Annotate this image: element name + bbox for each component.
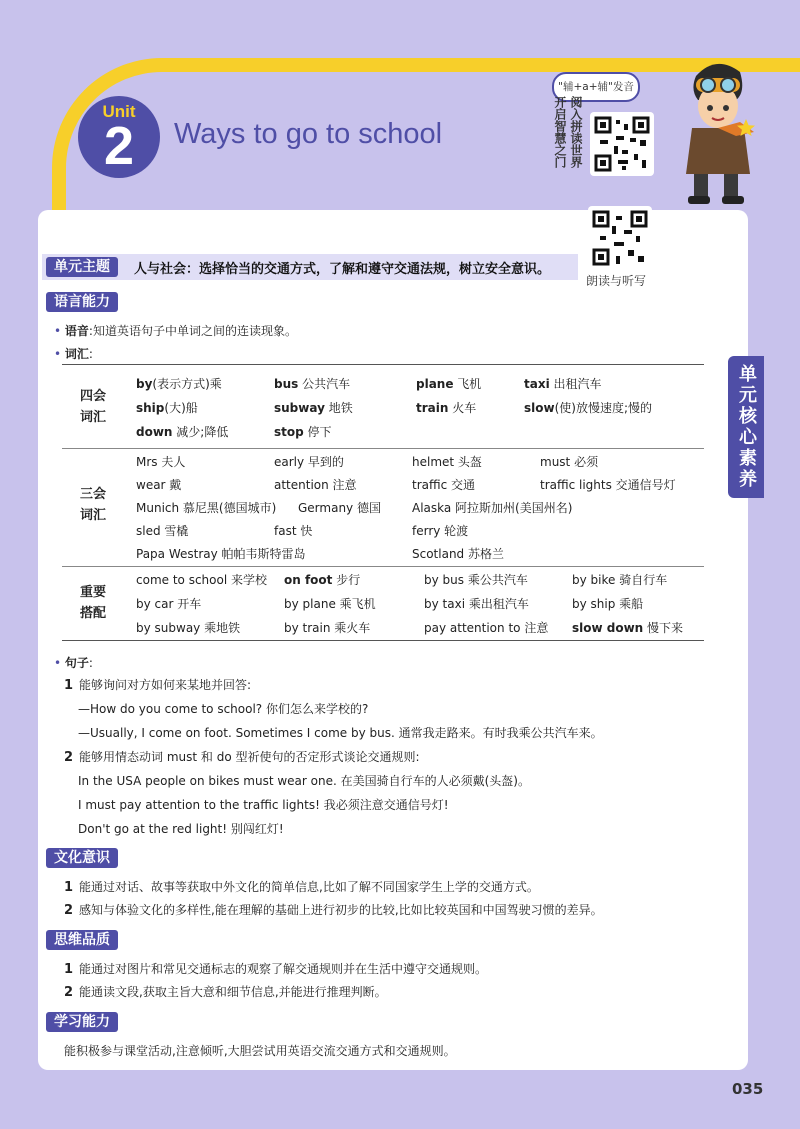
- speech-bubble: "辅+a+辅"发音: [552, 72, 640, 102]
- vocab-item: down 减少;降低: [136, 425, 229, 439]
- row-header-text: 三会: [79, 487, 106, 502]
- vocab-item: by(表示方式)乘: [136, 377, 222, 391]
- collocation-item: by ship 乘船: [572, 597, 644, 611]
- page-number: 035: [732, 1080, 764, 1098]
- sentence-line: [54, 654, 93, 671]
- collocation-item: on foot 步行: [284, 573, 361, 587]
- vocab-item: helmet 头盔: [412, 455, 482, 469]
- unit-badge: [78, 96, 160, 178]
- collocation-item: by subway 乘地铁: [136, 621, 241, 635]
- sentence-example: —How do you come to school? 你们怎么来学校的?: [78, 702, 369, 716]
- sentence-label: 句子: [64, 656, 89, 670]
- vocab-item: Papa Westray 帕帕韦斯特雷岛: [136, 547, 306, 561]
- vocab-item: wear 戴: [136, 478, 182, 492]
- collocation-item: by taxi 乘出租汽车: [424, 597, 529, 611]
- row-header-three-skill: [62, 484, 124, 526]
- culture-item: 1 能通过对话、故事等获取中外文化的简单信息,比如了解不同国家学生上学的交通方式。: [64, 880, 539, 895]
- row-header-collocations: [62, 582, 124, 624]
- vocab-item: Germany 德国: [298, 501, 381, 515]
- collocation-item: by bike 骑自行车: [572, 573, 668, 587]
- culture-tag: 文化意识: [46, 848, 118, 868]
- page-title: Ways to go to school: [174, 118, 443, 150]
- culture-item: 2 感知与体验文化的多样性,能在理解的基础上进行初步的比较,比如比较英国和中国驾驶习惯的差异。: [64, 903, 603, 918]
- row-header-text: 四会: [79, 389, 106, 404]
- phonics-text: :知道英语句子中单词之间的连读现象。: [88, 324, 297, 338]
- vocab-item: fast 快: [274, 524, 313, 538]
- vocab-item: Alaska 阿拉斯加州(美国州名): [412, 501, 573, 515]
- vocab-item: slow(使)放慢速度;慢的: [524, 401, 653, 415]
- collocation-item: by plane 乘飞机: [284, 597, 376, 611]
- vocab-item: sled 雪橇: [136, 524, 189, 538]
- sentence-example: I must pay attention to the traffic lights! 我必须注意交通信号灯!: [78, 798, 449, 812]
- learning-tag: 学习能力: [46, 1012, 118, 1032]
- phonics-line: [54, 322, 297, 339]
- vocab-item: Munich 慕尼黑(德国城市): [136, 501, 277, 515]
- row-header-text: 词汇: [79, 508, 106, 523]
- collocation-item: slow down 慢下来: [572, 621, 684, 635]
- vocab-item: traffic lights 交通信号灯: [540, 478, 676, 492]
- vocab-line: [54, 345, 93, 362]
- row-header-four-skill: [62, 386, 124, 428]
- sentence-group-1: 1 能够询问对方如何来某地并回答:: [64, 678, 252, 693]
- vocab-item: subway 地铁: [274, 401, 353, 415]
- row-header-text: 词汇: [79, 410, 106, 425]
- theme-tag: 单元主题: [46, 257, 118, 277]
- learning-item: 能积极参与课堂活动,注意倾听,大胆尝试用英语交流交通方式和交通规则。: [64, 1044, 456, 1058]
- thinking-item: 1 能通过对图片和常见交通标志的观察了解交通规则并在生活中遵守交通规则。: [64, 962, 488, 977]
- collocation-item: pay attention to 注意: [424, 621, 549, 635]
- sentence-colon: :: [88, 656, 93, 670]
- qr-code-icon[interactable]: [588, 206, 652, 270]
- vocab-item: bus 公共汽车: [274, 377, 351, 391]
- qr-code-icon[interactable]: [590, 112, 654, 176]
- bullet-icon: •: [54, 324, 62, 338]
- vocab-colon: :: [88, 347, 93, 361]
- vocab-item: must 必须: [540, 455, 599, 469]
- unit-word: Unit: [102, 102, 136, 121]
- thinking-tag: 思维品质: [46, 930, 118, 950]
- sentence-example: Don't go at the red light! 别闯红灯!: [78, 822, 284, 836]
- theme-text: 人与社会：选择恰当的交通方式，了解和遵守交通法规，树立安全意识。: [134, 262, 551, 277]
- vocab-item: stop 停下: [274, 425, 332, 439]
- table-rule: [62, 364, 704, 365]
- vertical-slogan-2: 开启智慧之门: [553, 96, 567, 168]
- vocab-table: [62, 364, 704, 642]
- vocab-label: 词汇: [64, 347, 89, 361]
- vocab-item: plane 飞机: [416, 377, 482, 391]
- collocation-item: by train 乘火车: [284, 621, 371, 635]
- table-rule: [62, 566, 704, 567]
- sentence-example: —Usually, I come on foot. Sometimes I come by bus. 通常我走路来。有时我乘公共汽车来。: [78, 726, 603, 740]
- side-tab: 单元核心素养: [728, 356, 764, 498]
- star-icon: [736, 118, 756, 138]
- collocation-item: by car 开车: [136, 597, 202, 611]
- bullet-icon: •: [54, 347, 62, 361]
- table-rule: [62, 640, 704, 641]
- vocab-item: early 早到的: [274, 455, 344, 469]
- vocab-item: ferry 轮渡: [412, 524, 469, 538]
- vocab-item: train 火车: [416, 401, 477, 415]
- phonics-label: 语音: [64, 324, 89, 338]
- vocab-item: Mrs 夫人: [136, 455, 186, 469]
- row-header-text: 搭配: [79, 606, 106, 621]
- vertical-slogan-1: 阅入拼读世界: [569, 96, 583, 168]
- vocab-item: ship(大)船: [136, 401, 198, 415]
- bullet-icon: •: [54, 656, 62, 670]
- unit-number: 2: [103, 116, 135, 176]
- thinking-item: 2 能通读文段,获取主旨大意和细节信息,并能进行推理判断。: [64, 985, 387, 1000]
- qr-label: 朗读与听写: [586, 274, 647, 288]
- sentence-group-2: 2 能够用情态动词 must 和 do 型祈使句的否定形式谈论交通规则:: [64, 750, 420, 765]
- vocab-item: taxi 出租汽车: [524, 377, 602, 391]
- vocab-item: attention 注意: [274, 478, 357, 492]
- table-rule: [62, 448, 704, 449]
- collocation-item: come to school 来学校: [136, 573, 267, 587]
- vocab-item: traffic 交通: [412, 478, 476, 492]
- collocation-item: by bus 乘公共汽车: [424, 573, 528, 587]
- vocab-item: Scotland 苏格兰: [412, 547, 504, 561]
- language-tag: 语言能力: [46, 292, 118, 312]
- sentence-example: In the USA people on bikes must wear one. 在美国骑自行车的人必须戴(头盔)。: [78, 774, 530, 788]
- row-header-text: 重要: [79, 585, 106, 600]
